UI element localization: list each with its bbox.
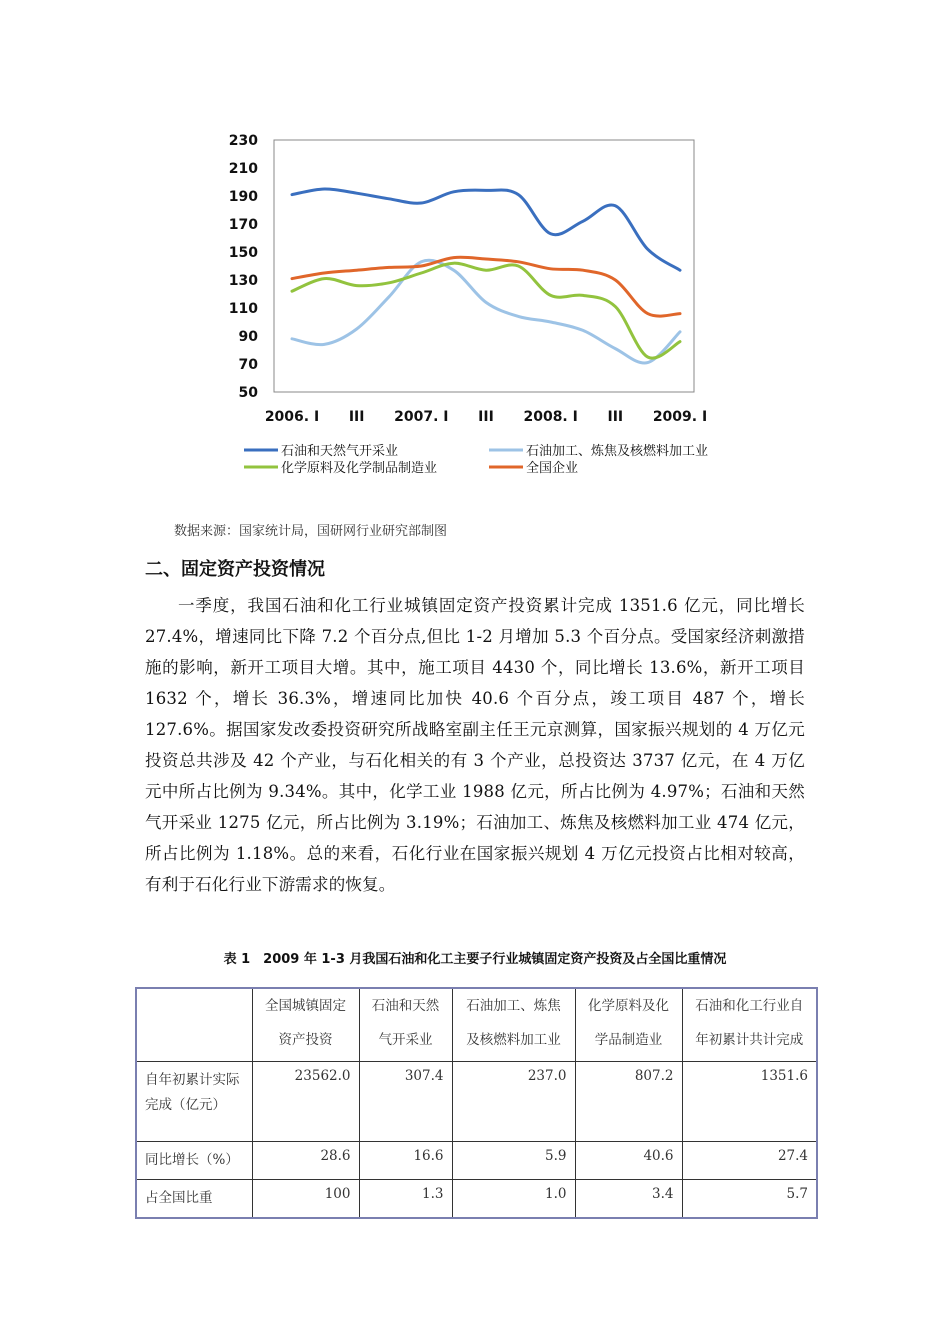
y-tick-label: 150 — [228, 245, 258, 261]
y-tick-label: 190 — [228, 189, 258, 205]
table-cell: 3.4 — [575, 1180, 682, 1219]
table-cell: 237.0 — [452, 1062, 575, 1142]
header-cell-empty — [136, 988, 252, 1062]
row-label: 同比增长（%） — [136, 1142, 252, 1180]
section-title: 二、固定资产投资情况 — [145, 559, 325, 580]
body-paragraph: 一季度，我国石油和化工行业城镇固定资产投资累计完成 1351.6 亿元，同比增长 27.4%，增速同比下降 7.2 个百分点,但比 1-2 月增加 5.3 个百分点。受国家经济刺激措施的影响，新开工项目大增。其中，施工项目 4430 个，同比增长 13.6%，新开工项目 1632 个，增长 36.3%，增速同比加快 40.6 个百分点，竣工项目 487 个，增长 127.6%。据国家发改委投资研究所战略室副主任王元京测算，国家振兴规划的 4 万亿元投资总共涉及 42 个产业，与石化相关的有 3 个产业，总投资达 3737 亿元，在 4 万亿元中所占比例为 9.34%。其中，化学工业 1988 亿元，所占比例为 4.97%；石油和天然气开采业 1275 亿元，所占比例为 3.19%；石油加工、炼焦及核燃料加工业 474 亿元，所占比例为 1.18%。总的来看，石化行业在国家振兴规划 4 万亿元投资占比相对较高，有利于石化行业下游需求的恢复。 — [145, 596, 805, 894]
row-label: 自年初累计实际完成（亿元） — [136, 1062, 252, 1142]
header-cell-petroleum-processing: 石油加工、炼焦及核燃料加工业 — [452, 988, 575, 1062]
y-tick-label: 170 — [228, 217, 258, 233]
table-cell: 307.4 — [359, 1062, 452, 1142]
investment-table — [135, 987, 818, 1219]
legend-label: 化学原料及化学制品制造业 — [281, 461, 438, 476]
table-header-row — [136, 988, 817, 1062]
table-row — [136, 1180, 817, 1219]
plot-area — [274, 140, 694, 392]
table-cell: 1.0 — [452, 1180, 575, 1219]
table-row — [136, 1142, 817, 1180]
table-cell: 1.3 — [359, 1180, 452, 1219]
x-tick-label: 2006. I — [264, 409, 320, 425]
table-row — [136, 1062, 817, 1142]
table-cell: 40.6 — [575, 1142, 682, 1180]
y-tick-label: 210 — [228, 161, 258, 177]
y-tick-label: 110 — [228, 301, 258, 317]
x-tick-label: III — [607, 409, 624, 425]
x-tick-label: III — [478, 409, 494, 425]
table-cell: 16.6 — [359, 1142, 452, 1180]
y-tick-label: 90 — [238, 329, 258, 345]
row-label: 占全国比重 — [136, 1180, 252, 1219]
table-cell: 27.4 — [682, 1142, 817, 1180]
y-tick-label: 130 — [228, 273, 258, 289]
legend-label: 石油和天然气开采业 — [281, 444, 399, 459]
header-cell-oil-gas-extraction: 石油和天然气开采业 — [359, 988, 452, 1062]
y-tick-label: 50 — [238, 385, 258, 401]
x-tick-label: III — [348, 409, 365, 425]
table-caption: 表 1 2009 年 1-3 月我国石油和化工主要子行业城镇固定资产投资及占全国比重情况 — [223, 952, 727, 967]
table-cell: 23562.0 — [252, 1062, 359, 1142]
x-tick-label: 2009. I — [652, 409, 708, 425]
header-cell-petrochemical-total: 石油和化工行业自年初累计共计完成 — [682, 988, 817, 1062]
table-cell: 100 — [252, 1180, 359, 1219]
table-cell: 807.2 — [575, 1062, 682, 1142]
table-cell: 5.7 — [682, 1180, 817, 1219]
chart-svg — [200, 120, 760, 490]
x-tick-label: 2008. I — [523, 409, 578, 425]
table-cell: 5.9 — [452, 1142, 575, 1180]
legend-label: 全国企业 — [526, 461, 579, 476]
legend-label: 石油加工、炼焦及核燃料加工业 — [526, 444, 709, 459]
y-tick-label: 70 — [238, 357, 258, 373]
header-cell-national: 全国城镇固定资产投资 — [252, 988, 359, 1062]
y-tick-label: 230 — [228, 133, 258, 149]
line-chart — [200, 120, 760, 490]
x-tick-label: 2007. I — [394, 409, 449, 425]
table-cell: 1351.6 — [682, 1062, 817, 1142]
table-cell: 28.6 — [252, 1142, 359, 1180]
source-note: 数据来源：国家统计局，国研网行业研究部制图 — [174, 524, 448, 539]
header-cell-chemical-materials: 化学原料及化学品制造业 — [575, 988, 682, 1062]
